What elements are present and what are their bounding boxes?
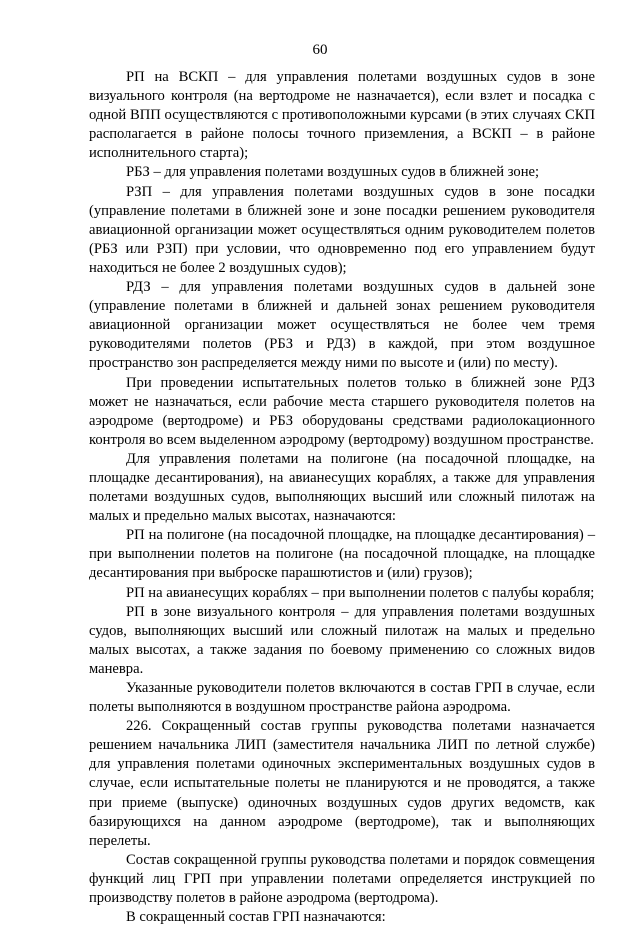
paragraph-test-flights: При проведении испытательных полетов только в ближней зоне РДЗ может не назначаться, если рабочие места старшего руководителя полетов на аэродроме (вертодроме) и РБЗ оборудованы средствами радиолокационного контроля во всем выделенном аэродрому (вертодрому) воздушном пространстве. xyxy=(89,374,595,448)
paragraph-rdz: РДЗ – для управления полетами воздушных судов в дальней зоне (управление полетами в ближней и дальней зонах решением руководителя авиационной организации может осуществляться не более чем тремя руководителями полетов (РБЗ и РДЗ) в каждой, при этом воздушное пространство зон распределяется между ними по высоте и (или) по месту). xyxy=(89,279,595,372)
paragraph-polygon-management: Для управления полетами на полигоне (на посадочной площадке, на площадке десантирования), на авианесущих кораблях, а также для управления полетами воздушных судов, выполняющих высший или сложный пилотаж на малых и предельно малых высотах, назначаются: xyxy=(89,450,595,525)
paragraph-rbz: РБЗ – для управления полетами воздушных судов в ближней зоне; xyxy=(126,164,540,181)
paragraph-rp-visual-zone: РП в зоне визуального контроля – для управления полетами воздушных судов, выполняющих высший или сложный пилотаж на малых и предельно малых высотах, а также задания по боевому применению со сложных видов маневра. xyxy=(89,603,595,677)
paragraph-226: 226. Сокращенный состав группы руководства полетами назначается решением начальника ЛИП (заместителя начальника ЛИП по летной службе) для управления полетами одиночных экспериментальных воздушных судов в случае, если испытательные полеты не планируются и не проводятся, а также при приеме (выпуске) одиночных воздушных судов других ведомств, как базирующихся на данном аэродроме (вертодроме), так и выполняющих перелеты. xyxy=(89,718,595,849)
paragraph-reduced-grp-list: В сокращенный состав ГРП назначаются: xyxy=(126,909,386,926)
paragraph-reduced-group: Состав сокращенной группы руководства полетами и порядок совмещения функций лиц ГРП при управлении полетами определяется инструкцией по производству полетов в районе аэродрома (вертодрома). xyxy=(89,851,595,907)
paragraph-rp-vskp: РП на ВСКП – для управления полетами воздушных судов в зоне визуального контроля (на вертодроме не назначается), если взлет и посадка с одной ВПП осуществляются с противоположными курсами (в этих случаях СКП располагается в районе полосы точного приземления, а ВСКП – в районе исполнительного старта); xyxy=(89,69,595,162)
paragraph-rp-carriers: РП на авианесущих кораблях – при выполнении полетов с палубы корабля; xyxy=(126,584,595,601)
paragraph-grp-inclusion: Указанные руководители полетов включаются в состав ГРП в случае, если полеты выполняются в воздушном пространстве района аэродрома. xyxy=(89,680,595,716)
body-text xyxy=(89,68,595,927)
paragraph-rp-polygon: РП на полигоне (на посадочной площадке, на площадке десантирования) – при выполнении полетов на полигоне (на посадочной площадке, на площадке десантирования при выброске парашютистов и (или) грузов); xyxy=(89,527,595,582)
paragraph-rzp: РЗП – для управления полетами воздушных судов в зоне посадки (управление полетами в ближней зоне и зоне посадки решением руководителя авиационной организации может осуществляться одним руководителем полетов (РБЗ или РЗП) при условии, что одновременно под его управлением будут находиться не более 2 воздушных судов); xyxy=(89,183,595,276)
page-number: 60 xyxy=(312,42,328,58)
